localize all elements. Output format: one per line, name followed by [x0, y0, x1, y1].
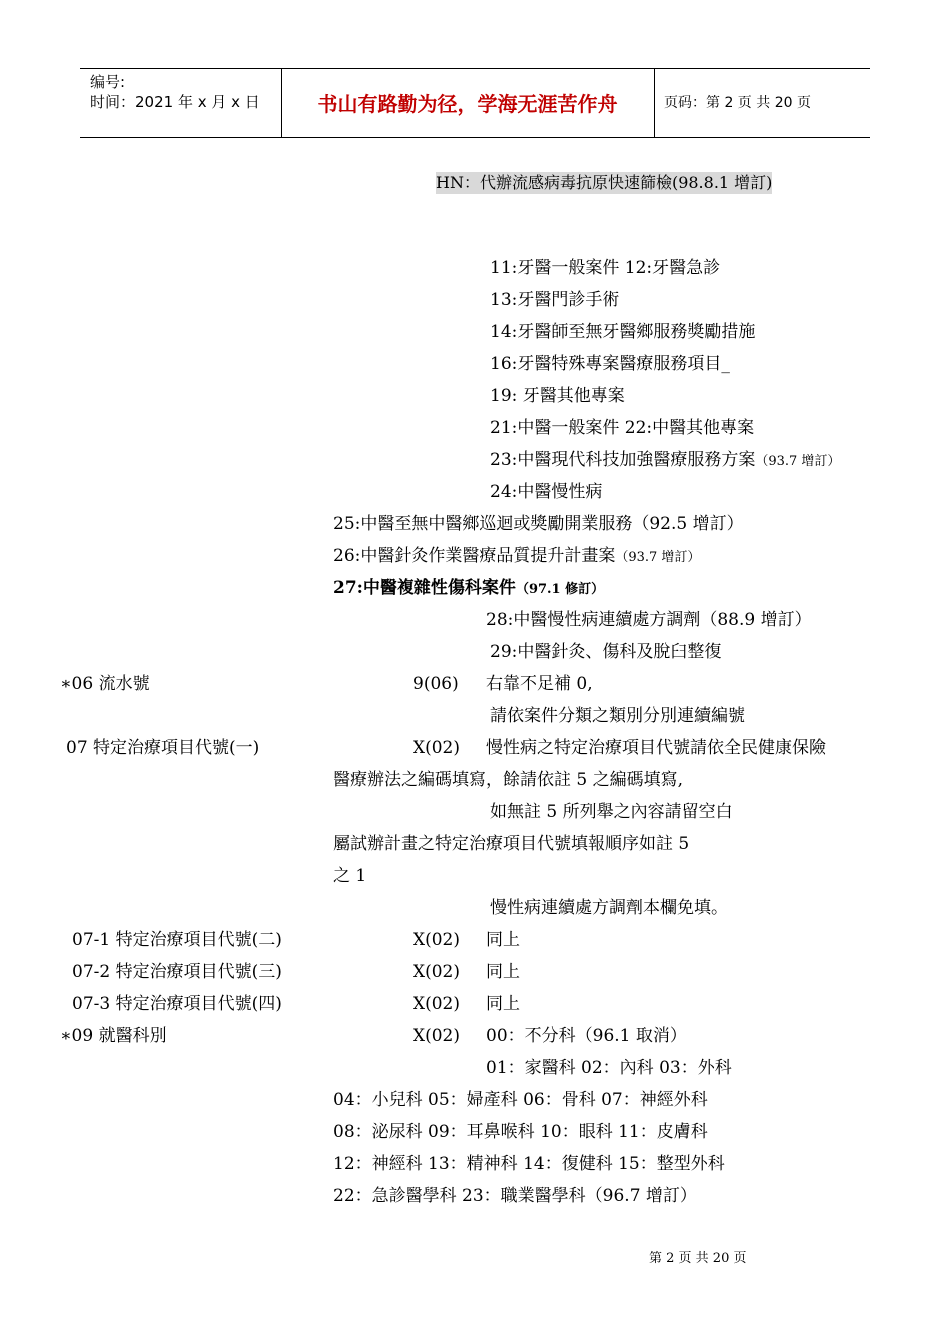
code-13: 13:牙醫門診手術 — [490, 290, 620, 310]
dept-line-4: 12：神經科 13：精神科 14：復健科 15：整型外科 — [333, 1154, 725, 1174]
code-27-text: 27:中醫複雜性傷科案件 — [333, 578, 516, 598]
code-27-note: （97.1 修訂） — [515, 582, 605, 597]
code-26 — [333, 545, 700, 569]
field-07-3-type: X(02) — [413, 994, 460, 1014]
field-07-desc4: 屬試辦計畫之特定治療項目代號填報順序如註 5 — [333, 834, 690, 854]
page-header — [80, 68, 870, 138]
code-27 — [333, 577, 604, 601]
field-07-3-name: 07-3 特定治療項目代號(四) — [72, 994, 282, 1014]
field-07-desc6: 慢性病連續處方調劑本欄免填。 — [490, 898, 728, 918]
code-26-text: 26:中醫針灸作業醫療品質提升計畫案 — [333, 546, 616, 566]
header-meta — [90, 72, 260, 112]
field-06-desc2: 請依案件分類之類別分別連續編號 — [490, 706, 745, 726]
dept-line-1: 01：家醫科 02：內科 03：外科 — [486, 1058, 732, 1078]
code-14: 14:牙醫師至無牙醫鄉服務獎勵措施 — [490, 322, 756, 342]
code-28: 28:中醫慢性病連續處方調劑（88.9 增訂） — [486, 610, 812, 630]
dept-line-3: 08：泌尿科 09：耳鼻喉科 10：眼科 11：皮膚科 — [333, 1122, 708, 1142]
field-07-desc2: 醫療辦法之編碼填寫，餘請依註 5 之編碼填寫, — [333, 770, 684, 790]
field-07-2-type: X(02) — [413, 962, 460, 982]
code-23 — [490, 449, 840, 473]
field-07-1-desc: 同上 — [486, 930, 520, 950]
code-24: 24:中醫慢性病 — [490, 482, 603, 502]
hn-line: HN：代辦流感病毒抗原快速篩檢(98.8.1 增訂) — [436, 173, 773, 192]
field-07-name: 07 特定治療項目代號(一) — [66, 738, 260, 758]
code-29: 29:中醫針灸、傷科及脫臼整復 — [490, 642, 722, 662]
field-09-type: X(02) — [413, 1026, 460, 1046]
field-06-desc: 右靠不足補 0, — [486, 674, 593, 694]
dept-line-2: 04：小兒科 05：婦產科 06：骨科 07：神經外科 — [333, 1090, 708, 1110]
code-21: 21:中醫一般案件 22:中醫其他專案 — [490, 418, 755, 438]
code-23-text: 23:中醫現代科技加強醫療服務方案 — [490, 450, 756, 470]
field-09-desc: 00：不分科（96.1 取消） — [486, 1026, 687, 1046]
dept-line-5: 22：急診醫學科 23：職業醫學科（96.7 增訂） — [333, 1186, 697, 1206]
field-07-1-type: X(02) — [413, 930, 460, 950]
time-label: 时间：2021 年 x 月 x 日 — [90, 93, 260, 111]
code-23-note: （93.7 增訂） — [755, 454, 841, 469]
code-11: 11:牙醫一般案件 12:牙醫急診 — [490, 258, 721, 278]
field-07-type: X(02) — [413, 738, 460, 758]
field-07-desc5: 之 1 — [333, 866, 367, 886]
number-label: 编号: — [90, 73, 126, 91]
field-07-2-desc: 同上 — [486, 962, 520, 982]
field-06-type: 9(06) — [413, 674, 459, 694]
field-07-1-name: 07-1 特定治療項目代號(二) — [72, 930, 282, 950]
page-footer: 第 2 页 共 20 页 — [649, 1251, 747, 1266]
header-divider — [654, 69, 655, 137]
field-07-desc3: 如無註 5 所列舉之內容請留空白 — [490, 802, 733, 822]
field-07-desc: 慢性病之特定治療項目代號請依全民健康保險 — [486, 738, 826, 758]
field-09-name: ∗09 就醫科別 — [60, 1026, 167, 1046]
header-page-info: 页码：第 2 页 共 20 页 — [664, 95, 811, 111]
header-motto: 书山有路勤为径，学海无涯苦作舟 — [317, 92, 618, 116]
field-07-2-name: 07-2 特定治療項目代號(三) — [72, 962, 282, 982]
field-06-name: ∗06 流水號 — [60, 674, 150, 694]
code-16: 16:牙醫特殊專案醫療服務項目_ — [490, 354, 730, 374]
code-19: 19: 牙醫其他專案 — [490, 386, 625, 406]
code-25: 25:中醫至無中醫鄉巡迴或獎勵開業服務（92.5 增訂） — [333, 514, 744, 534]
field-07-3-desc: 同上 — [486, 994, 520, 1014]
code-26-note: （93.7 增訂） — [615, 550, 701, 565]
